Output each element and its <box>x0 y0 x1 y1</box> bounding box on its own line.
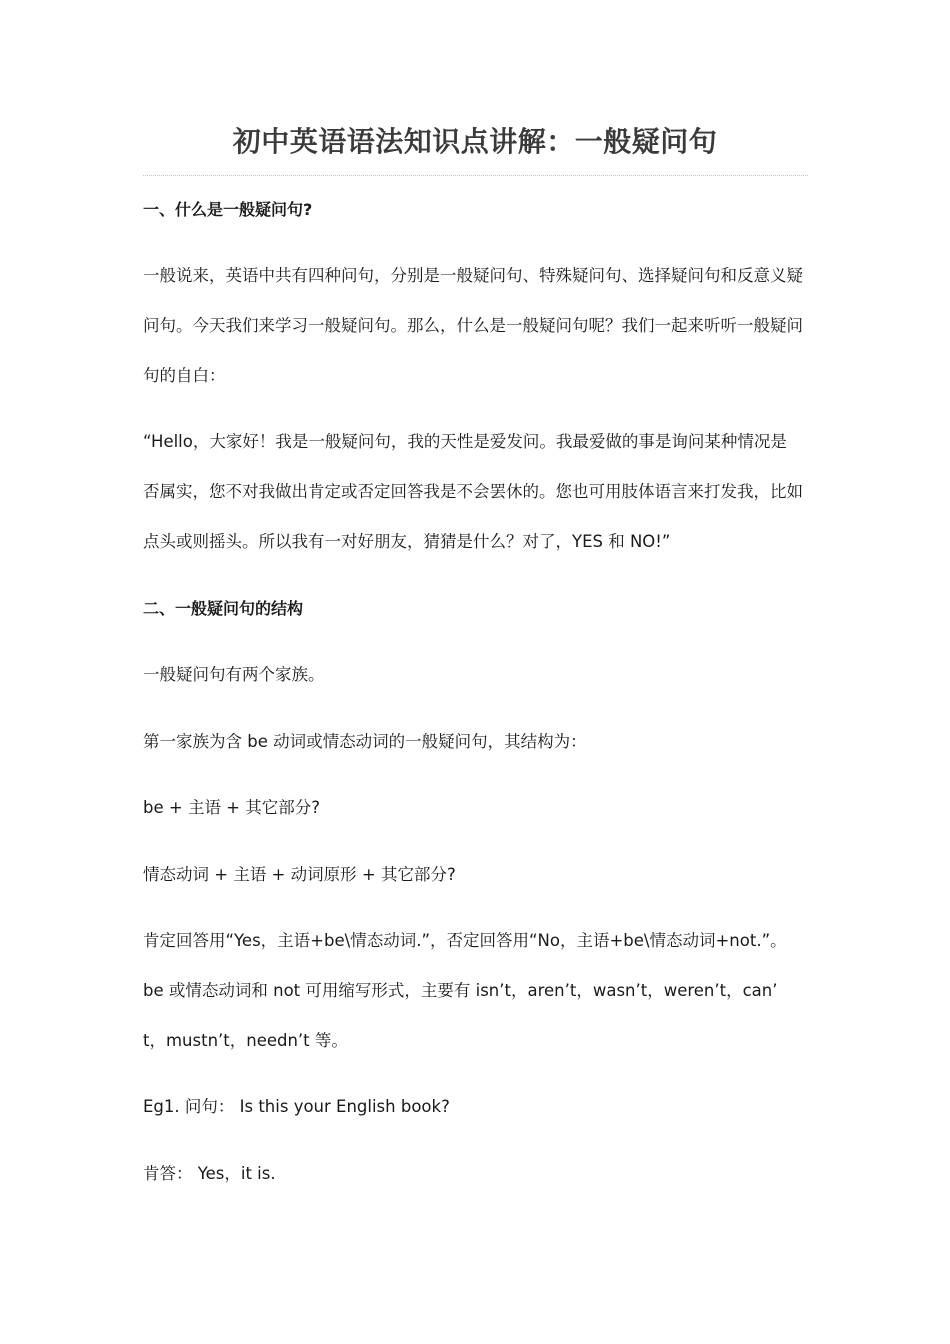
example-line: Eg1. 问句： Is this your English book? <box>143 1097 450 1116</box>
paragraph-line: be 或情态动词和 not 可用缩写形式，主要有 isn’t，aren’t，wasn’t，weren’t，can’ <box>143 981 778 1000</box>
paragraph-line: t，mustn’t，needn’t 等。 <box>143 1031 348 1050</box>
paragraph-line: 问句。今天我们来学习一般疑问句。那么，什么是一般疑问句呢？我们一起来听听一般疑问 <box>143 316 803 335</box>
paragraph-line: 否属实，您不对我做出肯定或否定回答我是不会罢休的。您也可用肢体语言来打发我，比如 <box>143 482 803 501</box>
paragraph-line: 句的自白： <box>143 366 226 385</box>
section-heading: 二、一般疑问句的结构 <box>143 599 304 618</box>
formula-line: 情态动词 + 主语 + 动词原形 + 其它部分? <box>143 865 456 884</box>
document-title: 初中英语语法知识点讲解：一般疑问句 <box>232 125 718 158</box>
paragraph-line: 点头或则摇头。所以我有一对好朋友，猜猜是什么？对了，YES 和 NO!” <box>143 532 671 551</box>
paragraph-line: 肯定回答用“Yes，主语+be\情态动词.”，否定回答用“No，主语+be\情态动词+not.”。 <box>143 931 787 950</box>
paragraph-line: 一般说来，英语中共有四种问句，分别是一般疑问句、特殊疑问句、选择疑问句和反意义疑 <box>143 266 803 285</box>
section-heading: 一、什么是一般疑问句? <box>143 200 313 219</box>
formula-line: be + 主语 + 其它部分? <box>143 798 321 817</box>
paragraph-line: “Hello，大家好！我是一般疑问句，我的天性是爱发问。我最爱做的事是询问某种情况是 <box>143 432 787 451</box>
example-line: 肯答： Yes，it is. <box>143 1164 276 1183</box>
paragraph-line: 一般疑问句有两个家族。 <box>143 665 325 684</box>
paragraph-line: 第一家族为含 be 动词或情态动词的一般疑问句，其结构为： <box>143 732 587 751</box>
title-divider <box>143 175 808 176</box>
